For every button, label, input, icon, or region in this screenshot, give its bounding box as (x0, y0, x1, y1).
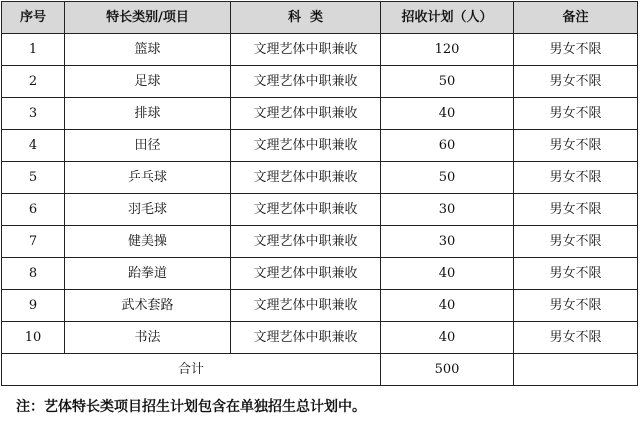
cell-specialty-item: 排球 (65, 98, 231, 130)
table-row (2, 162, 638, 194)
cell-category: 文理艺体中职兼收 (231, 290, 381, 322)
cell-serial-number: 2 (2, 66, 65, 98)
cell-enrollment-plan: 120 (381, 34, 514, 66)
cell-remark: 男女不限 (514, 98, 638, 130)
cell-enrollment-plan: 50 (381, 162, 514, 194)
cell-specialty-item: 篮球 (65, 34, 231, 66)
enrollment-plan-table (1, 1, 638, 386)
cell-category: 文理艺体中职兼收 (231, 258, 381, 290)
header-serial-number: 序号 (2, 2, 65, 34)
cell-specialty-item: 跆拳道 (65, 258, 231, 290)
cell-category: 文理艺体中职兼收 (231, 98, 381, 130)
cell-remark: 男女不限 (514, 194, 638, 226)
table-header-row (2, 2, 638, 34)
header-specialty-item: 特长类别/项目 (65, 2, 231, 34)
cell-specialty-item: 田径 (65, 130, 231, 162)
cell-specialty-item: 书法 (65, 322, 231, 354)
cell-enrollment-plan: 30 (381, 194, 514, 226)
table-row (2, 66, 638, 98)
cell-enrollment-plan: 60 (381, 130, 514, 162)
cell-serial-number: 10 (2, 322, 65, 354)
header-enrollment-plan: 招收计划（人） (381, 2, 514, 34)
cell-specialty-item: 羽毛球 (65, 194, 231, 226)
table-row (2, 258, 638, 290)
table-row (2, 130, 638, 162)
cell-category: 文理艺体中职兼收 (231, 194, 381, 226)
table-row (2, 194, 638, 226)
cell-enrollment-plan: 30 (381, 226, 514, 258)
cell-enrollment-plan: 40 (381, 290, 514, 322)
cell-serial-number: 7 (2, 226, 65, 258)
cell-enrollment-plan: 40 (381, 258, 514, 290)
cell-remark: 男女不限 (514, 162, 638, 194)
cell-specialty-item: 足球 (65, 66, 231, 98)
cell-category: 文理艺体中职兼收 (231, 226, 381, 258)
total-enrollment-plan: 500 (381, 354, 514, 386)
cell-serial-number: 8 (2, 258, 65, 290)
cell-category: 文理艺体中职兼收 (231, 34, 381, 66)
cell-serial-number: 6 (2, 194, 65, 226)
cell-enrollment-plan: 40 (381, 98, 514, 130)
cell-specialty-item: 健美操 (65, 226, 231, 258)
header-category: 科 类 (231, 2, 381, 34)
cell-enrollment-plan: 50 (381, 66, 514, 98)
total-remark-empty (514, 354, 638, 386)
cell-remark: 男女不限 (514, 130, 638, 162)
cell-specialty-item: 乒乓球 (65, 162, 231, 194)
table-row (2, 34, 638, 66)
cell-remark: 男女不限 (514, 34, 638, 66)
cell-remark: 男女不限 (514, 290, 638, 322)
header-remark: 备注 (514, 2, 638, 34)
table-row (2, 226, 638, 258)
table-row (2, 322, 638, 354)
cell-enrollment-plan: 40 (381, 322, 514, 354)
total-row (2, 354, 638, 386)
cell-remark: 男女不限 (514, 66, 638, 98)
cell-remark: 男女不限 (514, 226, 638, 258)
cell-remark: 男女不限 (514, 322, 638, 354)
cell-category: 文理艺体中职兼收 (231, 162, 381, 194)
cell-serial-number: 4 (2, 130, 65, 162)
table-row (2, 98, 638, 130)
cell-remark: 男女不限 (514, 258, 638, 290)
table-row (2, 290, 638, 322)
cell-serial-number: 9 (2, 290, 65, 322)
total-label: 合计 (2, 354, 381, 386)
cell-specialty-item: 武术套路 (65, 290, 231, 322)
footnote: 注：艺体特长类项目招生计划包含在单独招生总计划中。 (16, 399, 366, 415)
cell-category: 文理艺体中职兼收 (231, 322, 381, 354)
cell-category: 文理艺体中职兼收 (231, 130, 381, 162)
cell-serial-number: 1 (2, 34, 65, 66)
cell-category: 文理艺体中职兼收 (231, 66, 381, 98)
cell-serial-number: 5 (2, 162, 65, 194)
cell-serial-number: 3 (2, 98, 65, 130)
